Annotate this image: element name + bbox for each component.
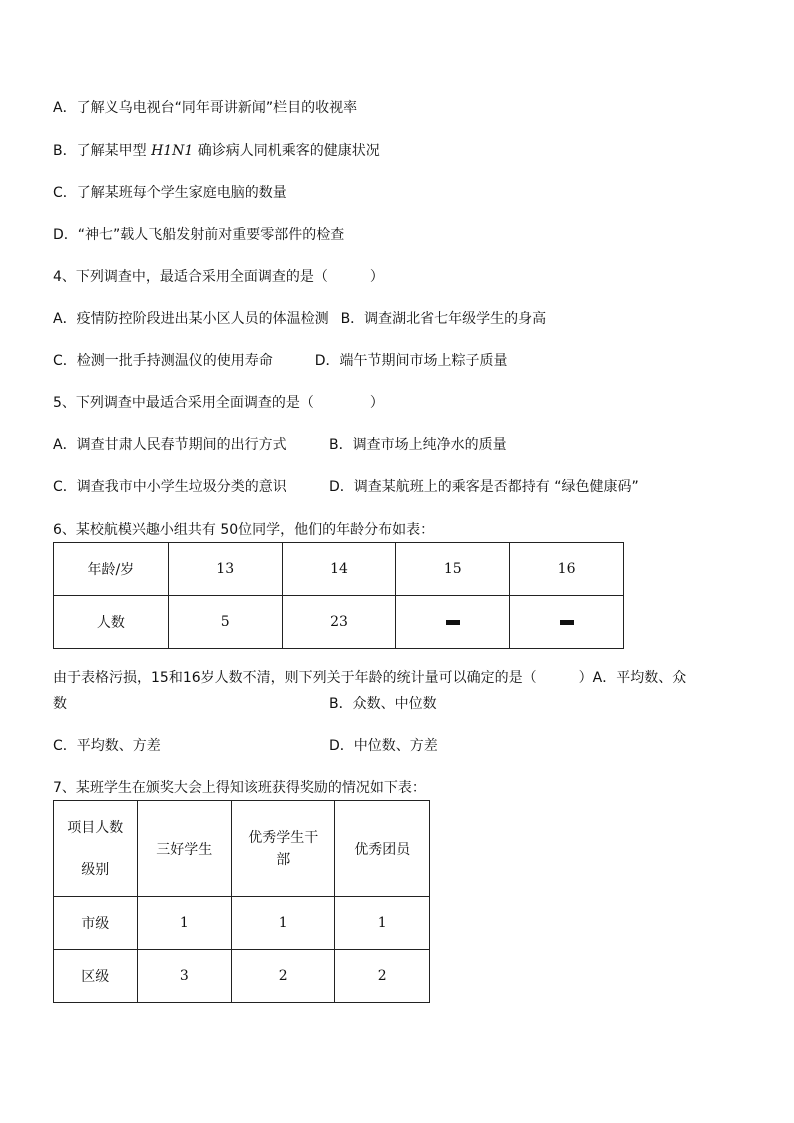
q5-stem: 5、下列调查中最适合采用全面调查的是（ ） — [53, 395, 384, 411]
q6-stem: 6、某校航模兴趣小组共有 50位同学，他们的年龄分布如表： — [53, 522, 435, 538]
q5-option-b: B．调查市场上纯净水的质量 — [329, 437, 507, 453]
q6-row-header-count: 人数 — [54, 596, 169, 649]
q7-cell: 2 — [232, 950, 335, 1003]
q6-age-cell: 14 — [282, 543, 396, 596]
q7-award-table — [53, 800, 430, 1003]
q3-option-b — [53, 141, 380, 161]
q3-option-d: D．“神七”载人飞船发射前对重要零部件的检查 — [53, 227, 345, 243]
q7-cell: 2 — [335, 950, 430, 1003]
q6-age-cell: 16 — [510, 543, 624, 596]
q7-row-label: 区级 — [54, 950, 138, 1003]
q5-options-ab — [53, 435, 507, 455]
q4-option-b: B．调查湖北省七年级学生的身高 — [340, 311, 547, 327]
q7-corner-header — [54, 801, 138, 897]
q6-option-d: D．中位数、方差 — [329, 738, 438, 754]
q6-count-cell-smudged — [396, 596, 510, 649]
q6-count-cell: 23 — [282, 596, 396, 649]
q4-option-a: A．疫情防控阶段进出某小区人员的体温检测 — [53, 311, 329, 327]
q7-col-header: 三好学生 — [137, 801, 231, 897]
q3-option-b-suffix: 确诊病人同机乘客的健康状况 — [193, 143, 380, 159]
q5-option-a: A．调查甘肃人民春节期间的出行方式 — [53, 437, 287, 453]
q7-corner-top: 项目人数 — [67, 819, 124, 836]
q4-option-c: C．检测一批手持测温仪的使用寿命 — [53, 353, 273, 369]
q7-cell: 1 — [335, 897, 430, 950]
q7-row-label: 市级 — [54, 897, 138, 950]
q7-col-header-line1: 优秀学生干 — [248, 829, 319, 846]
q7-col-header: 优秀团员 — [335, 801, 430, 897]
q7-stem: 7、某班学生在颁奖大会上得知该班获得奖励的情况如下表： — [53, 780, 426, 796]
q6-text-line2 — [53, 694, 437, 714]
ink-smudge-mark — [446, 620, 460, 625]
q6-row-header-age: 年龄/岁 — [54, 543, 169, 596]
q4-stem: 4、下列调查中，最适合采用全面调查的是（ ） — [53, 269, 384, 285]
q6-count-cell-smudged — [510, 596, 624, 649]
q6-age-table — [53, 542, 624, 649]
q7-col-header — [232, 801, 335, 897]
q7-cell: 1 — [232, 897, 335, 950]
q4-option-d: D．端午节期间市场上粽子质量 — [314, 353, 508, 369]
q4-options-ab — [53, 309, 546, 329]
q6-options-cd — [53, 736, 438, 756]
q6-option-c: C．平均数、方差 — [53, 738, 161, 754]
q3-option-c: C．了解某班每个学生家庭电脑的数量 — [53, 185, 287, 201]
q6-option-b: B．众数、中位数 — [329, 696, 437, 712]
q7-corner-bottom: 级别 — [81, 861, 110, 878]
q7-cell: 1 — [137, 897, 231, 950]
q7-cell: 3 — [137, 950, 231, 1003]
q5-option-c: C．调查我市中小学生垃圾分类的意识 — [53, 479, 287, 495]
q4-options-cd — [53, 351, 508, 371]
q7-col-header-line2: 部 — [276, 851, 291, 868]
q3-option-b-virus: H1N1 — [151, 143, 194, 159]
q6-age-cell: 15 — [396, 543, 510, 596]
q6-text-line1: 由于表格污损，15和16岁人数不清，则下列关于年龄的统计量可以确定的是（ ）A．平均数、众 — [53, 670, 687, 686]
q5-option-d: D．调查某航班上的乘客是否都持有 “绿色健康码” — [329, 479, 639, 495]
ink-smudge-mark — [560, 620, 574, 625]
q3-option-a: A．了解义乌电视台“同年哥讲新闻”栏目的收视率 — [53, 100, 358, 116]
q6-age-cell: 13 — [168, 543, 282, 596]
q6-option-a-cont: 数 — [53, 696, 67, 712]
q6-count-cell: 5 — [168, 596, 282, 649]
q5-options-cd — [53, 477, 639, 497]
q3-option-b-prefix: B．了解某甲型 — [53, 143, 152, 159]
